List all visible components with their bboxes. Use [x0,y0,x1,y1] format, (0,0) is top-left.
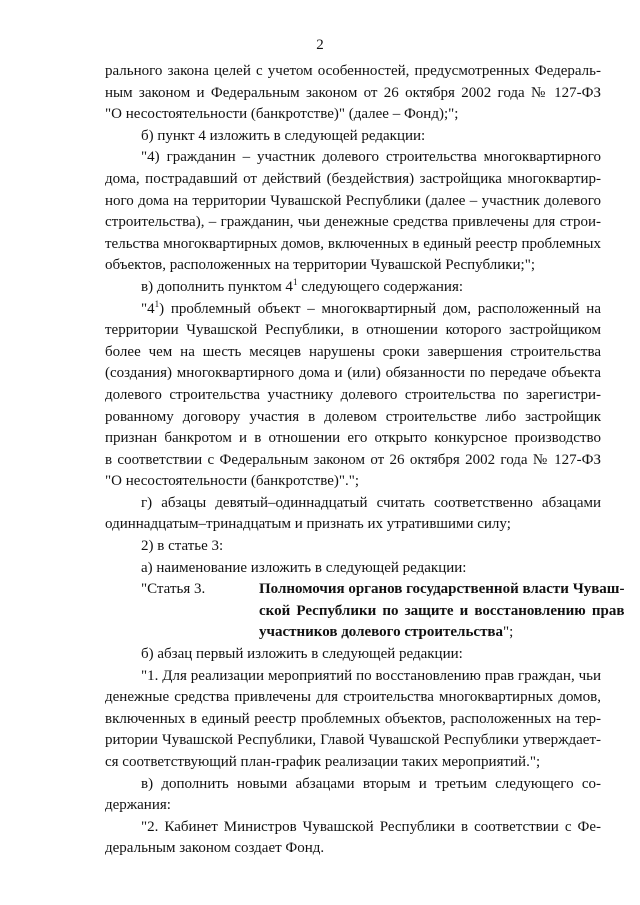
text-line: денежные средства привлечены для строительства многоквартирных домов, [105,689,601,706]
text-span: "; [503,624,514,641]
document-body [105,61,625,860]
text-line: (создания) многоквартирного дома и (или) обязанности по передаче объекта [105,365,601,382]
text-line: деральным законом создает Фонд. [105,840,325,857]
text-span: ) проблемный объект – многоквартирный дом, расположенный на [159,300,601,317]
text-line: в) дополнить новыми абзацами вторым и третьим следующего со- [141,775,601,792]
text-line: а) наименование изложить в следующей редакции: [141,559,467,576]
text-line: дома, пострадавший от действий (бездействия) застройщика многоквартир- [105,170,601,187]
article-title-line: ской Республики по защите и восстановлению прав [259,602,625,619]
text-line: б) абзац первый изложить в следующей редакции: [141,646,463,663]
text-span: "4 [141,300,155,317]
text-line: б) пункт 4 изложить в следующей редакции: [141,127,426,144]
text-line: рованному договору участия в долевом строительстве либо застройщик [105,408,601,425]
text-line: "1. Для реализации мероприятий по восстановлению прав граждан, чьи [141,667,601,684]
text-line: строительства), – гражданин, чьи денежные средства привлечены для строи- [105,214,601,231]
page-number: 2 [316,37,324,53]
text-line: одиннадцатым–тринадцатым и признать их утратившими силу; [105,516,511,533]
text-line [105,277,601,299]
text-line: "2. Кабинет Министров Чувашской Республики в соответствии с Фе- [141,818,601,835]
text-span: участников долевого строительства [259,624,504,641]
text-line: тельства многоквартирных домов, включенных в единый реестр проблемных [105,235,601,252]
text-line: ся соответствующий план-график реализации таких мероприятий."; [105,754,541,770]
text-line: ного дома на территории Чувашской Республики (далее – участник долевого [105,192,601,209]
text-line: "О несостоятельности (банкротстве)"."; [105,473,360,490]
article-title [259,579,624,644]
text-line [105,299,601,321]
text-line: "4) гражданин – участник долевого строительства многоквартирного [141,149,601,166]
text-line: более чем на шесть месяцев нарушены сроки завершения строительства [105,343,601,360]
superscript: 1 [154,298,160,309]
article-title-line [259,622,624,644]
article-title-line: Полномочия органов государственной власти Чуваш- [259,581,625,598]
text-line: долевого строительства участнику долевого строительства по зарегистри- [105,386,601,403]
text-line: в соответствии с Федеральным законом от 26 октября 2002 года № 127-ФЗ [105,451,601,468]
text-line: включенных в единый реестр проблемных объектов, расположенных на тер- [105,710,601,727]
superscript: 1 [292,276,298,287]
article-heading [105,579,625,644]
text-line: держания: [105,797,171,814]
article-label: "Статья 3. [141,581,206,598]
text-line: ным законом и Федеральным законом от 26 октября 2002 года № 127-ФЗ [105,84,601,101]
text-line: территории Чувашской Республики, в отношении которого застройщиком [105,322,601,339]
text-span: в) дополнить пунктом 4 [141,278,293,295]
text-line: ритории Чувашской Республики, Главой Чувашской Республики утверждает- [105,732,601,749]
text-line: объектов, расположенных на территории Чувашской Республики;"; [105,257,536,274]
text-line: "О несостоятельности (банкротстве)" (далее – Фонд);"; [105,106,459,123]
text-line: рального закона целей с учетом особенностей, предусмотренных Федераль- [105,63,601,79]
text-span: следующего содержания: [297,278,464,295]
text-line: г) абзацы девятый–одиннадцатый считать соответственно абзацами [141,494,601,511]
text-line: признан банкротом и в отношении его открыто конкурсное производство [105,430,601,447]
text-line: 2) в статье 3: [141,538,224,555]
